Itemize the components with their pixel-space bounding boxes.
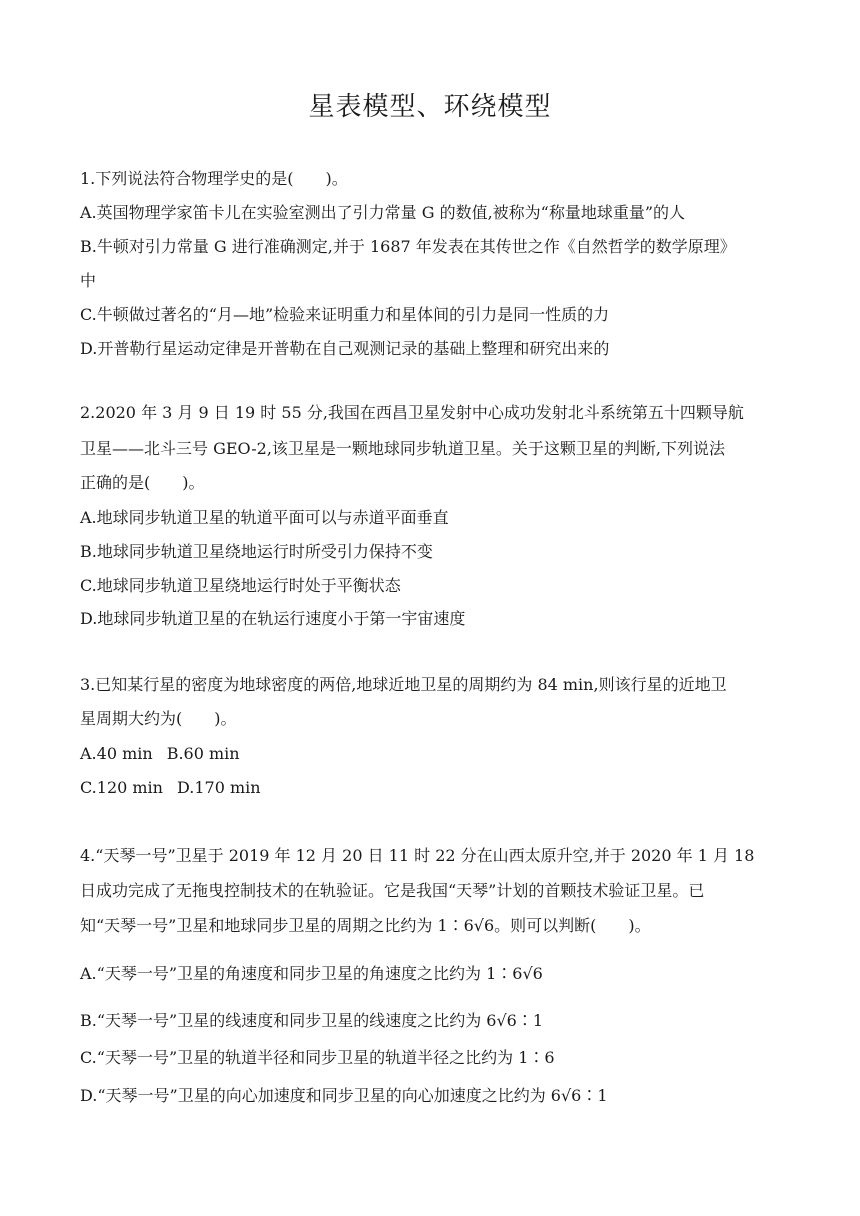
question-2-option-d: D.地球同步轨道卫星的在轨运行速度小于第一宇宙速度 <box>80 609 466 628</box>
question-2-option-b: B.地球同步轨道卫星绕地运行时所受引力保持不变 <box>80 542 433 561</box>
question-3-stem-line-2: 星周期大约为( )。 <box>80 709 237 728</box>
document-title: 星表模型、环绕模型 <box>308 92 552 122</box>
question-1-option-a: A.英国物理学家笛卡儿在实验室测出了引力常量 G 的数值,被称为“称量地球重量”的人 <box>80 203 686 222</box>
question-1-option-d: D.开普勒行星运动定律是开普勒在自己观测记录的基础上整理和研究出来的 <box>80 339 610 358</box>
question-1-option-b-continued: 中 <box>80 271 97 290</box>
question-4-option-a: A.“天琴一号”卫星的角速度和同步卫星的角速度之比约为 1∶6√6 <box>80 964 543 983</box>
question-2-stem-line-3: 正确的是( )。 <box>80 473 205 492</box>
question-3-option-d: D.170 min <box>176 778 261 797</box>
question-1-option-b: B.牛顿对引力常量 G 进行准确测定,并于 1687 年发表在其传世之作《自然哲学的数学原理》 <box>80 237 736 256</box>
question-2-stem-line-1: 2.2020 年 3 月 9 日 19 时 55 分,我国在西昌卫星发射中心成功发射北斗系统第五十四颗导航 <box>80 403 744 422</box>
question-3-option-a: A.40 min <box>80 744 153 763</box>
question-1-stem: 1.下列说法符合物理学史的是( )。 <box>80 169 348 188</box>
question-3-option-b: B.60 min <box>166 744 240 763</box>
question-2-option-a: A.地球同步轨道卫星的轨道平面可以与赤道平面垂直 <box>80 508 449 527</box>
question-1-option-c: C.牛顿做过著名的“月—地”检验来证明重力和星体间的引力是同一性质的力 <box>80 305 610 324</box>
question-4-stem-line-3: 知“天琴一号”卫星和地球同步卫星的周期之比约为 1∶6√6。则可以判断( )。 <box>80 916 651 935</box>
question-3-option-c: C.120 min <box>80 778 163 797</box>
question-2-option-c: C.地球同步轨道卫星绕地运行时处于平衡状态 <box>80 576 401 595</box>
question-3-options-ab <box>80 743 240 765</box>
question-4-option-d: D.“天琴一号”卫星的向心加速度和同步卫星的向心加速度之比约为 6√6∶1 <box>80 1086 608 1105</box>
question-4-option-c: C.“天琴一号”卫星的轨道半径和同步卫星的轨道半径之比约为 1∶6 <box>80 1048 555 1067</box>
question-3-stem-line-1: 3.已知某行星的密度为地球密度的两倍,地球近地卫星的周期约为 84 min,则该行星的近地卫 <box>80 675 727 694</box>
question-4-option-b: B.“天琴一号”卫星的线速度和同步卫星的线速度之比约为 6√6∶1 <box>80 1011 544 1030</box>
question-3-options-cd <box>80 777 261 799</box>
question-4-stem-line-1: 4.“天琴一号”卫星于 2019 年 12 月 20 日 11 时 22 分在山西太原升空,并于 2020 年 1 月 18 <box>80 846 755 865</box>
question-4-stem-line-2: 日成功完成了无拖曳控制技术的在轨验证。它是我国“天琴”计划的首颗技术验证卫星。已 <box>80 881 705 900</box>
question-2-stem-line-2: 卫星——北斗三号 GEO-2,该卫星是一颗地球同步轨道卫星。关于这颗卫星的判断,下列说法 <box>80 439 726 458</box>
